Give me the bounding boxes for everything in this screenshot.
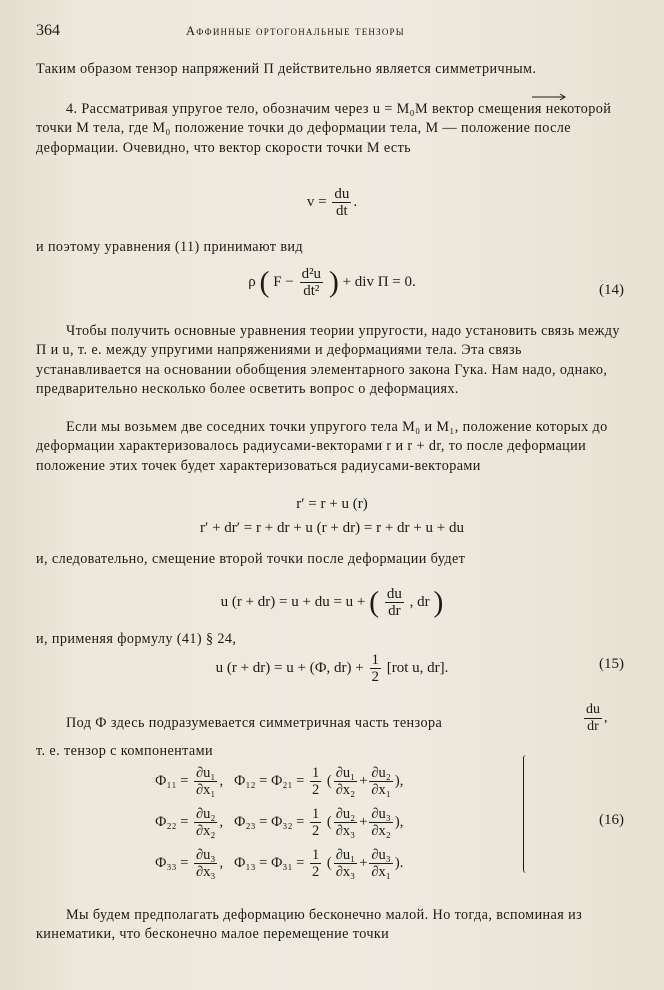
frac-den: ∂x₁ bbox=[371, 782, 391, 798]
eq15-lhs: u (r + dr) = u + (Ф, dr) + bbox=[215, 659, 364, 676]
frac-num: ∂u₃ bbox=[371, 806, 391, 822]
equation-number-15: (15) bbox=[599, 656, 624, 672]
frac-den: dt² bbox=[303, 283, 320, 299]
frac-num: ∂u₃ bbox=[371, 847, 391, 863]
equation-r2: r′ + dr′ = r + dr + u (r + dr) = r + dr + u + du bbox=[200, 520, 464, 536]
sys-term: Ф₁₁ = bbox=[155, 772, 189, 789]
sys-fraction bbox=[194, 847, 217, 880]
frac-den: ∂x₂ bbox=[196, 823, 216, 839]
right-paren: ) bbox=[433, 585, 444, 619]
fraction-d2u-dt2 bbox=[300, 266, 324, 299]
frac-den: 2 bbox=[371, 669, 379, 685]
frac-num: du bbox=[334, 186, 350, 202]
frac-num: du bbox=[386, 586, 402, 602]
sys-term: Ф₂₃ = Ф₃₂ = bbox=[233, 813, 305, 830]
eq14-rho: ρ bbox=[248, 273, 256, 290]
frac-den: ∂x₁ bbox=[371, 864, 391, 880]
frac-num: ∂u₂ bbox=[371, 765, 391, 781]
frac-den: ∂x₃ bbox=[335, 823, 356, 839]
frac-num: ∂u₃ bbox=[196, 847, 216, 863]
system-16-row-2: Ф₂₂ = $\frac{\text{∂u₂}}{\text{∂x₂}}$ , Ф₂₃ = Ф₃₂ = $\frac{1}{2}$ ( $\frac{\text{∂u₂}}{\text{∂x₃}}$ + $\frac{\text{∂u₃}}{\text{∂x₂}}$ ), bbox=[155, 806, 404, 839]
frac-num: ∂u₁ bbox=[335, 765, 356, 781]
frac-den: dr bbox=[388, 603, 401, 619]
equation-number-14: (14) bbox=[599, 282, 624, 298]
equation-u1 bbox=[0, 586, 664, 619]
eq14-F: F − bbox=[273, 273, 294, 290]
equation-15 bbox=[0, 652, 664, 685]
frac-den: ∂x₁ bbox=[196, 782, 216, 798]
paragraph-8-start: Под Ф здесь подразумевается симметричная часть тензора bbox=[66, 715, 443, 731]
paragraph-4: Чтобы получить основные уравнения теории упругости, надо установить связь между П и u, т. е. между упругими напряжениями и деформациями тела. Эта связь устанавливается на основании обобщения элементарного закона Гука. Нам надо, однако, предварительно несколько более осветить вопрос о деформациях. bbox=[36, 323, 620, 397]
equation-r1: r′ = r + u (r) bbox=[296, 496, 368, 512]
paragraph-9: Мы будем предполагать деформацию бесконечно малой. Но тогда, вспоминая из кинематики, что бесконечно малое перемещение точки bbox=[36, 907, 583, 943]
paragraph-1: Таким образом тензор напряжений П действительно является симметричным. bbox=[36, 61, 537, 77]
frac-den: 2 bbox=[311, 823, 320, 839]
frac-num: d²u bbox=[301, 266, 322, 282]
sys-fraction bbox=[369, 806, 392, 839]
sys-fraction bbox=[369, 847, 392, 880]
frac-num: 1 bbox=[311, 765, 320, 781]
sys-half bbox=[310, 847, 321, 880]
frac-num: 1 bbox=[311, 847, 320, 863]
frac-num: ∂u₁ bbox=[335, 847, 356, 863]
frac-den: 2 bbox=[311, 864, 320, 880]
sys-fraction bbox=[334, 806, 357, 839]
paragraph-7: и, применяя формулу (41) § 24, bbox=[36, 631, 237, 647]
eq-u1-tail: , dr bbox=[409, 593, 430, 610]
paragraph-8-end: т. е. тензор с компонентами bbox=[36, 743, 213, 759]
frac-den: dt bbox=[336, 203, 348, 219]
page-header bbox=[36, 22, 624, 42]
right-paren: ) bbox=[328, 265, 339, 299]
sys-fraction bbox=[194, 806, 217, 839]
fraction-du-dt bbox=[332, 186, 351, 219]
fraction-half bbox=[370, 652, 382, 685]
sys-fraction bbox=[369, 765, 392, 798]
equation-number-16: (16) bbox=[599, 812, 624, 828]
system-16-row-3: Ф₃₃ = $\frac{\text{∂u₃}}{\text{∂x₃}}$ , Ф₁₃ = Ф₃₁ = $\frac{1}{2}$ ( $\frac{\text{∂u₁}}{\text{∂x₃}}$ + $\frac{\text{∂u₃}}{\text{∂x₁}}$ ). bbox=[155, 847, 404, 880]
frac-num: du bbox=[586, 702, 600, 717]
sys-half bbox=[310, 806, 321, 839]
frac-den: 2 bbox=[311, 782, 320, 798]
left-paren: ( bbox=[369, 585, 380, 619]
frac-num: 1 bbox=[311, 806, 320, 822]
paragraph-6: и, следовательно, смещение второй точки после деформации будет bbox=[36, 551, 466, 567]
frac-num: ∂u₁ bbox=[196, 765, 216, 781]
sys-fraction bbox=[194, 765, 217, 798]
eq15-tail: [rot u, dr]. bbox=[386, 659, 449, 676]
frac-num: 1 bbox=[371, 652, 379, 668]
paragraph-2: 4. Рассматривая упругое тело, обозначим через u = M₀M вектор смещения некоторой точки M тела, где M₀ положение точки до деформации тела, M — положение после деформации. Очевидно, что вектор скорости точки M есть bbox=[36, 101, 612, 156]
sys-term: Ф₂₂ = bbox=[155, 813, 189, 830]
frac-den: dr bbox=[587, 719, 599, 734]
frac-num: ∂u₂ bbox=[335, 806, 356, 822]
sys-half bbox=[310, 765, 321, 798]
equation-14 bbox=[0, 266, 664, 299]
eq-v-lhs: v = bbox=[306, 193, 327, 210]
sys-fraction bbox=[334, 847, 357, 880]
sys-term: Ф₃₃ = bbox=[155, 854, 189, 871]
fraction-du-dr-inline bbox=[584, 702, 602, 735]
frac-den: ∂x₂ bbox=[371, 823, 391, 839]
paragraph-5: Если мы возьмем две соседних точки упругого тела M₀ и M₁, положение которых до деформации характеризовалось радиусами-векторами r и r + dr, то после деформации положение этих точек будет характеризоваться радиусами-векторами bbox=[36, 419, 608, 474]
frac-num: ∂u₂ bbox=[196, 806, 216, 822]
running-title: Аффинные ортогональные тензоры bbox=[186, 24, 405, 38]
eq14-tail: + div П = 0. bbox=[342, 273, 416, 290]
paragraph-3: и поэтому уравнения (11) принимают вид bbox=[36, 239, 304, 255]
frac-den: ∂x₃ bbox=[196, 864, 216, 880]
eq-u1-lhs: u (r + dr) = u + du = u + bbox=[220, 593, 366, 610]
sys-term: Ф₁₂ = Ф₂₁ = bbox=[233, 772, 305, 789]
inline-fraction-du-dr: $\frac{du}{dr}$ , bbox=[586, 702, 608, 734]
fraction-du-dr bbox=[385, 586, 404, 619]
frac-den: ∂x₃ bbox=[335, 864, 356, 880]
system-brace bbox=[523, 755, 530, 873]
sys-term: Ф₁₃ = Ф₃₁ = bbox=[233, 854, 305, 871]
system-16-row-1: Ф₁₁ = $\frac{\text{∂u₁}}{\text{∂x₁}}$ , Ф₁₂ = Ф₂₁ = $\frac{1}{2}$ ( $\frac{\text{∂u₁}}{\text{∂x₂}}$ + $\frac{\text{∂u₂}}{\text{∂x₁}}$ ), bbox=[155, 765, 404, 798]
frac-den: ∂x₂ bbox=[335, 782, 356, 798]
sys-fraction bbox=[334, 765, 357, 798]
page-number: 364 bbox=[36, 22, 60, 39]
left-paren: ( bbox=[259, 265, 270, 299]
equation-velocity: v = $\frac{du}{dt}$ . bbox=[306, 186, 358, 219]
